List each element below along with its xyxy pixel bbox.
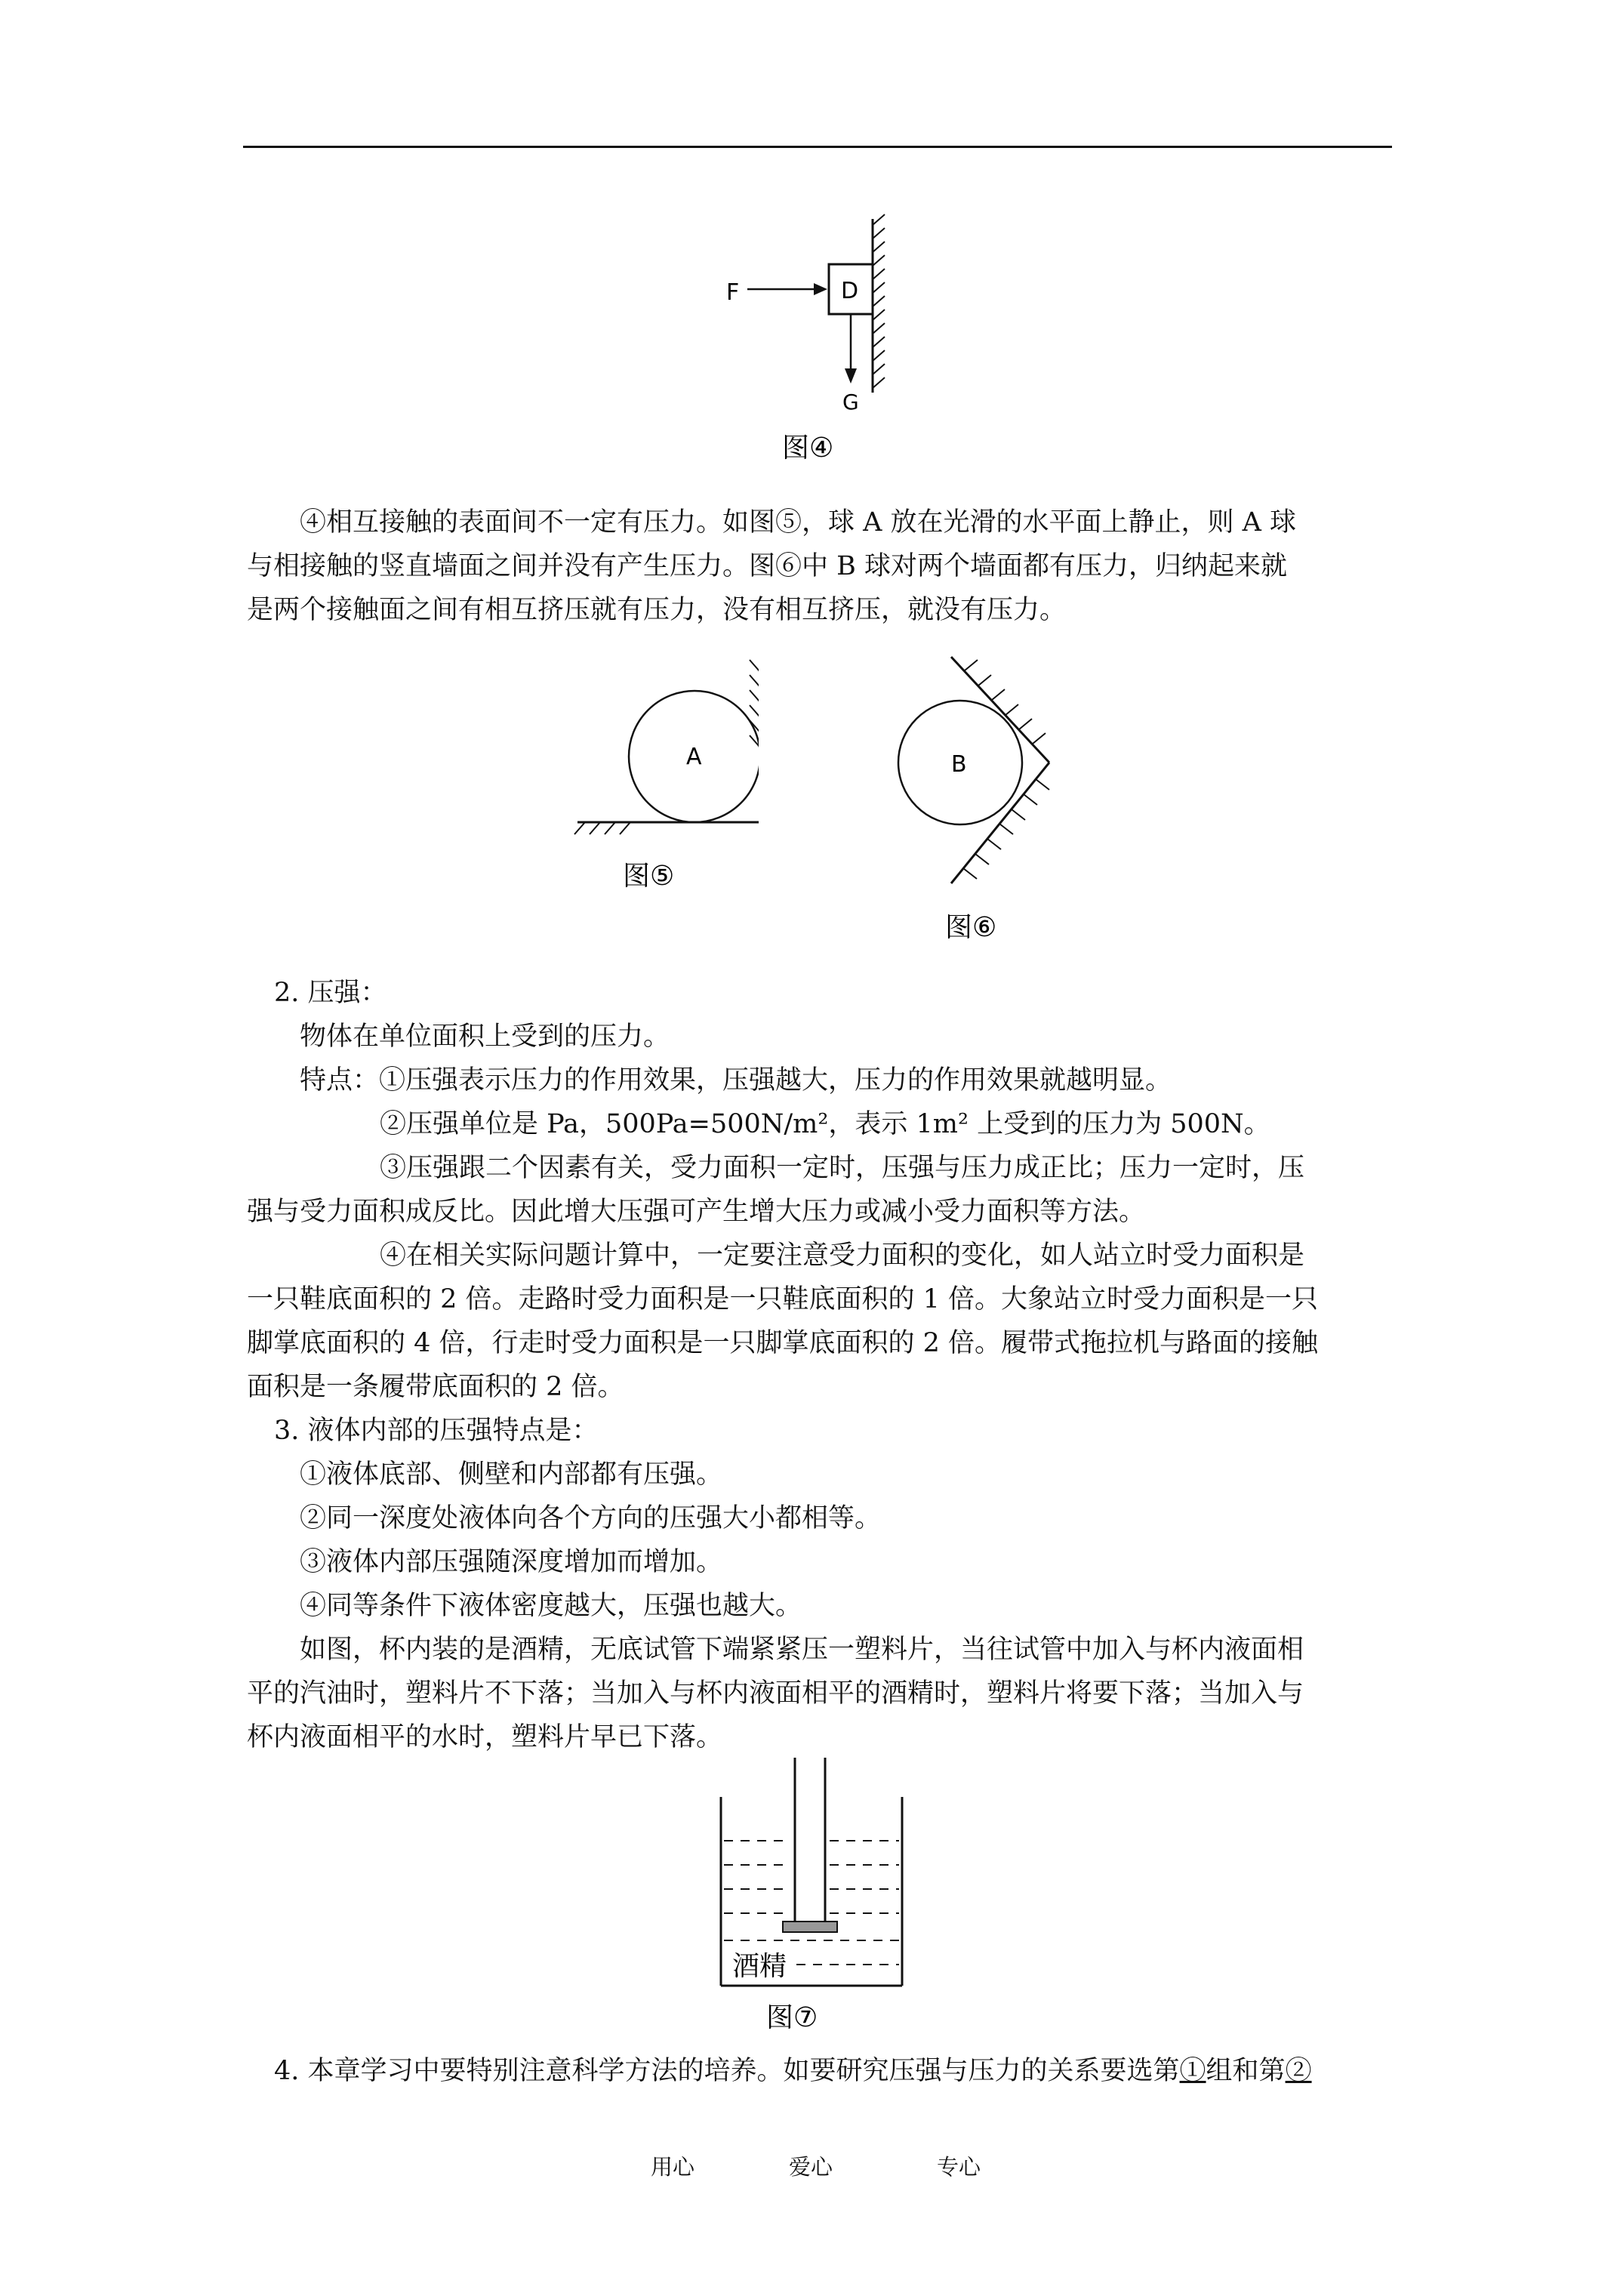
liquid-label: 酒精 (732, 1951, 787, 1982)
ball-b-label: B (951, 751, 967, 778)
section-2-point-4: 一只鞋底面积的 2 倍。走路时受力面积是一只鞋底面积的 1 倍。大象站立时受力面积是一只 (247, 1284, 1319, 1314)
section-2-definition: 物体在单位面积上受到的压力。 (300, 1022, 670, 1052)
section-3-example: 如图，杯内装的是酒精，无底试管下端紧紧压一塑料片，当往试管中加入与杯内液面相 (300, 1635, 1304, 1665)
section-2-point-2: ②压强单位是 Pa，500Pa=500N/m²，表示 1m² 上受到的压力为 500N。 (380, 1109, 1270, 1139)
figure-6-caption: 图⑥ (945, 912, 997, 943)
figure-7 (713, 1752, 910, 2039)
figure-5 (570, 649, 759, 898)
section-3-example: 平的汽油时，塑料片不下落；当加入与杯内液面相平的酒精时，塑料片将要下落；当加入与 (247, 1678, 1304, 1709)
paragraph-line: 与相接触的竖直墙面之间并没有产生压力。图⑥中 B 球对两个墙面都有压力，归纳起来就 (247, 551, 1287, 581)
section-3-example: 杯内液面相平的水时，塑料片早已下落。 (247, 1722, 723, 1752)
paragraph-line: ④相互接触的表面间不一定有压力。如图⑤，球 A 放在光滑的水平面上静止，则 A 球 (300, 507, 1297, 538)
section-2-point-1: 特点：①压强表示压力的作用效果，压强越大，压力的作用效果就越明显。 (300, 1065, 1172, 1096)
section-4-text (274, 2056, 1312, 2086)
footer-item-3: 专心 (937, 2154, 981, 2180)
figure-6 (891, 649, 1072, 944)
section-3-item: ③液体内部压强随深度增加而增加。 (300, 1547, 723, 1577)
section-4-group-1: ① (1179, 2056, 1206, 2086)
section-2-heading: 2. 压强： (274, 978, 387, 1008)
section-4-group-2: ② (1285, 2056, 1312, 2086)
gravity-label: G (842, 390, 859, 415)
section-4-text-mid: 组和第 (1206, 2056, 1286, 2086)
figure-7-caption: 图⑦ (766, 2002, 818, 2033)
force-label: F (726, 279, 740, 306)
figure-5-caption: 图⑤ (623, 861, 675, 892)
header-rule (243, 146, 1392, 148)
paragraph-line: 是两个接触面之间有相互挤压就有压力，没有相互挤压，就没有压力。 (247, 595, 1067, 625)
ball-a-label: A (686, 744, 702, 770)
section-3-item: ④同等条件下液体密度越大，压强也越大。 (300, 1591, 802, 1621)
section-2-point-3: ③压强跟二个因素有关，受力面积一定时，压强与压力成正比；压力一定时，压 (380, 1153, 1305, 1183)
block-label: D (841, 278, 859, 304)
figure-4-caption: 图④ (782, 433, 834, 464)
figure-4 (710, 211, 951, 468)
section-4-text-before: 4. 本章学习中要特别注意科学方法的培养。如要研究压强与压力的关系要选第 (274, 2056, 1180, 2086)
section-2-point-4: 脚掌底面积的 4 倍，行走时受力面积是一只脚掌底面积的 2 倍。履带式拖拉机与路面的接触 (247, 1328, 1319, 1358)
section-2-point-4: 面积是一条履带底面积的 2 倍。 (247, 1372, 624, 1402)
footer-item-1: 用心 (651, 2154, 695, 2180)
section-2-point-4: ④在相关实际问题计算中，一定要注意受力面积的变化，如人站立时受力面积是 (380, 1240, 1305, 1271)
footer-item-2: 爱心 (789, 2154, 833, 2180)
section-3-heading: 3. 液体内部的压强特点是： (274, 1416, 599, 1446)
section-3-item: ②同一深度处液体向各个方向的压强大小都相等。 (300, 1503, 882, 1533)
section-3-item: ①液体底部、侧壁和内部都有压强。 (300, 1459, 723, 1490)
section-2-point-3: 强与受力面积成反比。因此增大压强可产生增大压力或减小受力面积等方法。 (247, 1197, 1146, 1227)
